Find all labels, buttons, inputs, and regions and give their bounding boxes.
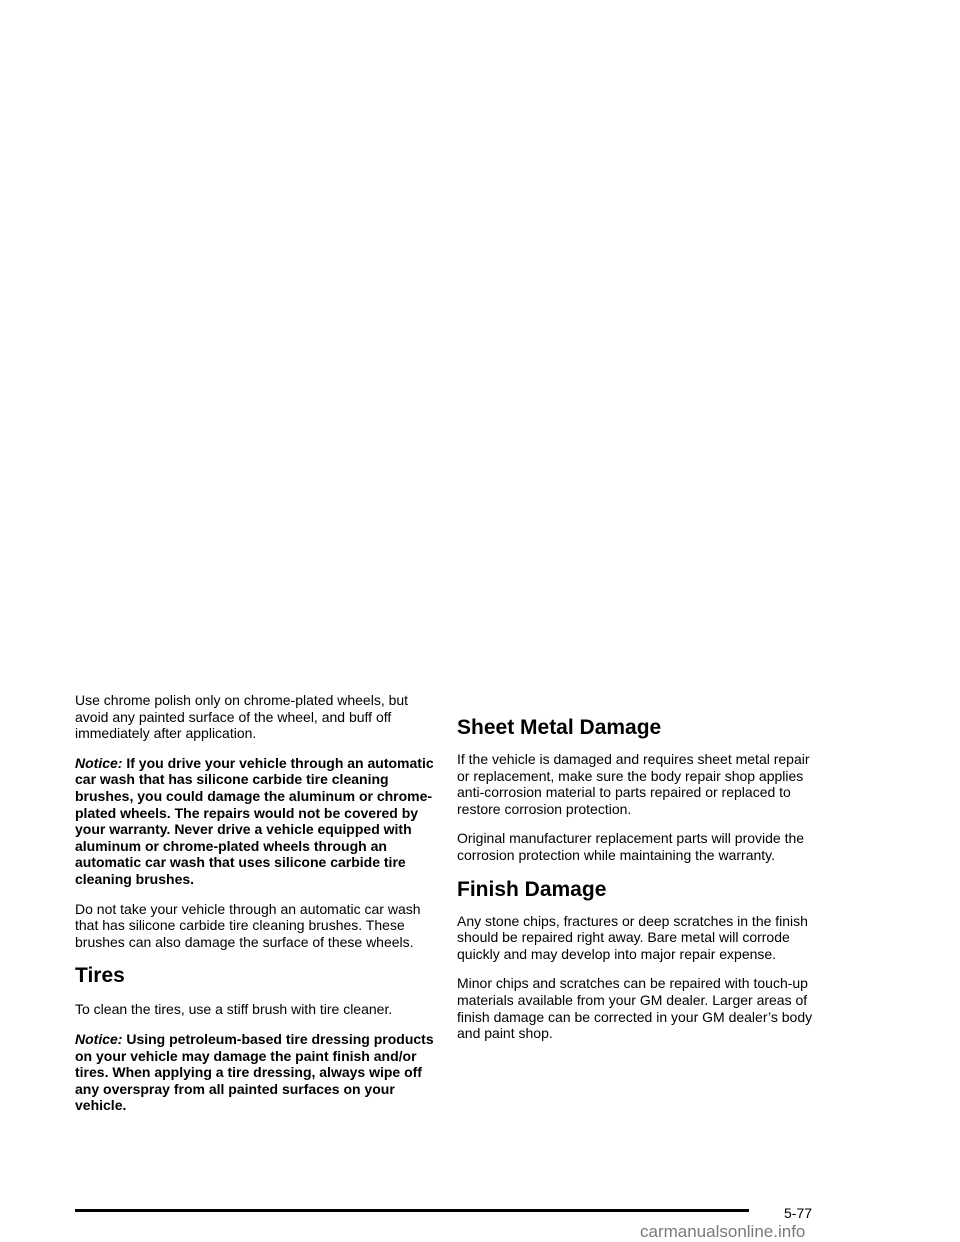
chrome-polish-paragraph: Use chrome polish only on chrome-plated wheels, but avoid any painted surface of the wheel, and buff off immediately after application. xyxy=(75,692,409,742)
notice-label: Notice: xyxy=(75,754,123,771)
finish-damage-heading: Finish Damage xyxy=(457,877,607,901)
sheet-metal-paragraph-2: Original manufacturer replacement parts will provide the corrosion protection while maintaining the warranty. xyxy=(457,830,805,863)
right-column xyxy=(457,692,823,1055)
tires-paragraph: To clean the tires, use a stiff brush with tire cleaner. xyxy=(75,1001,393,1018)
left-column xyxy=(75,692,441,1127)
sheet-metal-heading: Sheet Metal Damage xyxy=(457,716,662,739)
notice-text: If you drive your vehicle through an automatic car wash that has silicone carbide tire cleaning brushes, you could damage the aluminum or chrome-plated wheels. The repairs would not be covered by your warranty. Never drive a vehicle equipped with aluminum or chrome-plated wheels through an automatic car wash that uses silicone carbide tire cleaning brushes. xyxy=(75,754,434,887)
car-wash-paragraph: Do not take your vehicle through an automatic car wash that has silicone carbide tire cleaning brushes. These brushes can also damage the surface of these wheels. xyxy=(75,900,421,950)
finish-damage-paragraph-2: Minor chips and scratches can be repaired with touch-up materials available from your GM dealer. Larger areas of finish damage can be corrected in your GM dealer’s body and paint shop. xyxy=(457,975,813,1042)
footer-rule xyxy=(75,1209,749,1212)
tires-heading: Tires xyxy=(75,964,125,988)
sheet-metal-paragraph-1: If the vehicle is damaged and requires sheet metal repair or replacement, make sure the body repair shop applies anti-corrosion material to parts repaired or replaced to restore corrosion protection. xyxy=(457,751,810,817)
notice-text: Using petroleum-based tire dressing products on your vehicle may damage the paint finish and/or tires. When applying a tire dressing, always wipe off any overspray from all painted surfaces on your vehicle. xyxy=(75,1030,434,1114)
tire-dressing-notice xyxy=(75,1031,441,1114)
wheel-notice xyxy=(75,755,441,888)
page-number: 5-77 xyxy=(784,1205,813,1221)
watermark-link[interactable]: carmanualsonline.info xyxy=(640,1222,806,1241)
finish-damage-paragraph-1: Any stone chips, fractures or deep scratches in the finish should be repaired right away. Bare metal will corrode quickly and may develop into major repair expense. xyxy=(457,912,808,962)
notice-label: Notice: xyxy=(75,1030,123,1047)
